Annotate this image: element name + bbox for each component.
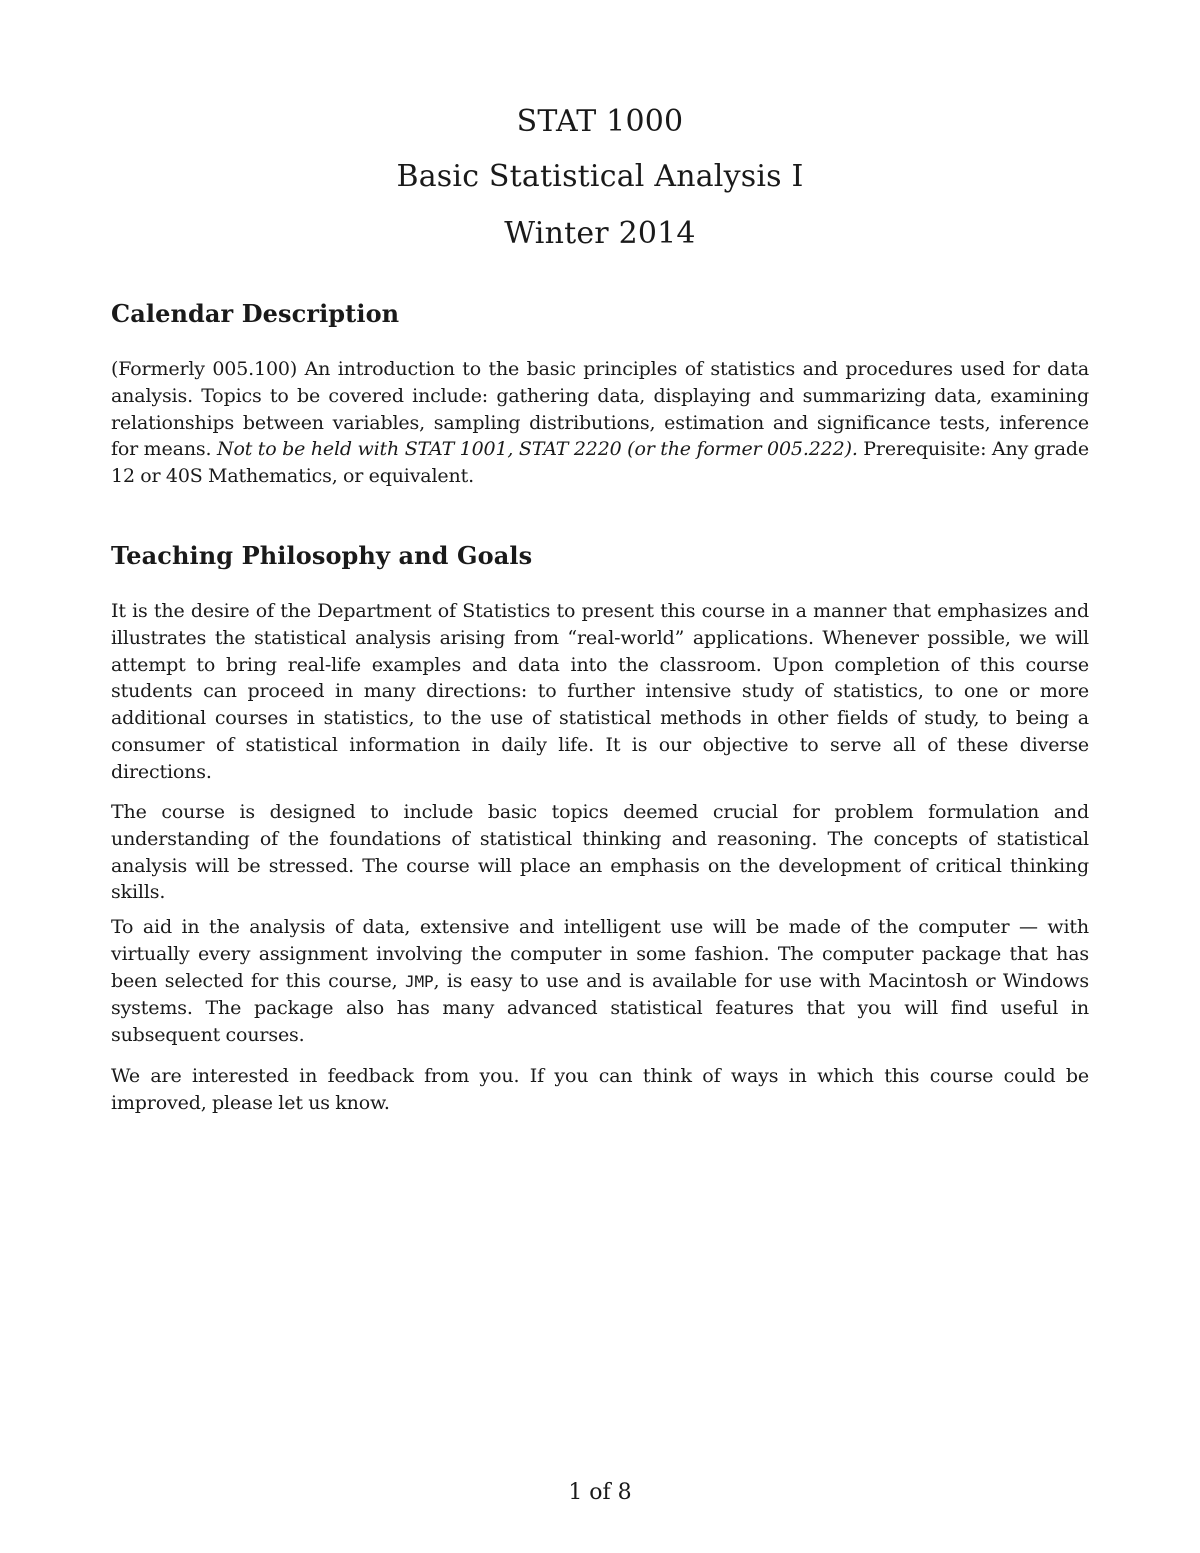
software-description-text: , is easy to use and is available for use with Macintosh or Windows systems. The package also has many advanced statistical features that you will find useful in subsequent courses. [111,969,1090,1047]
philosophy-paragraph-2: The course is designed to include basic topics deemed crucial for problem formulation and understanding of the foundations of statistical thinking and reasoning. The concepts of statistical analysis will be stressed. The course will place an emphasis on the development of critical thinking skills. [111,801,1089,904]
software-name: JMP [405,971,434,991]
teaching-philosophy-heading: Teaching Philosophy and Goals [111,541,533,570]
calendar-description-heading: Calendar Description [111,299,400,328]
philosophy-paragraph-4: We are interested in feedback from you. If you can think of ways in which this course could be improved, please let us know. [111,1065,1089,1114]
course-code: STAT 1000 [516,104,684,139]
calendar-description-text: (Formerly 005.100) An introduction to the basic principles of statistics and procedures used for data analysis. Topics to be covered include: gathering data, displaying and summarizing data, examining relationships between variables, sampling distributions, estimation and significance tests, inference for means. [111,358,1089,461]
philosophy-paragraph-3 [111,914,1089,1049]
course-term: Winter 2014 [504,216,696,251]
computer-use-text: To aid in the analysis of data, extensive and intelligent use will be made of the computer — with virtually every assignment involving the computer in some fashion. The computer package that has been selected for this course, [111,916,1089,992]
restriction-note: Not to be held with STAT 1001, STAT 2220 (or the former 005.222). [216,438,858,461]
prerequisite-text: Prerequisite: Any grade 12 or 40S Mathematics, or equivalent. [111,438,1089,488]
philosophy-paragraph-1: It is the desire of the Department of Statistics to present this course in a manner that emphasizes and illustrates the statistical analysis arising from “real-world” applications. Whenever possible, we will attempt to bring real-life examples and data into the classroom. Upon completion of this course students can proceed in many directions: to further intensive study of statistics, to one or more additional courses in statistics, to the use of statistical methods in other fields of study, to being a consumer of statistical information in daily life. It is our objective to serve all of these diverse directions. [111,600,1089,783]
course-name: Basic Statistical Analysis I [396,159,804,194]
calendar-description-paragraph [111,356,1089,490]
page-number: 1 of 8 [568,1480,632,1505]
